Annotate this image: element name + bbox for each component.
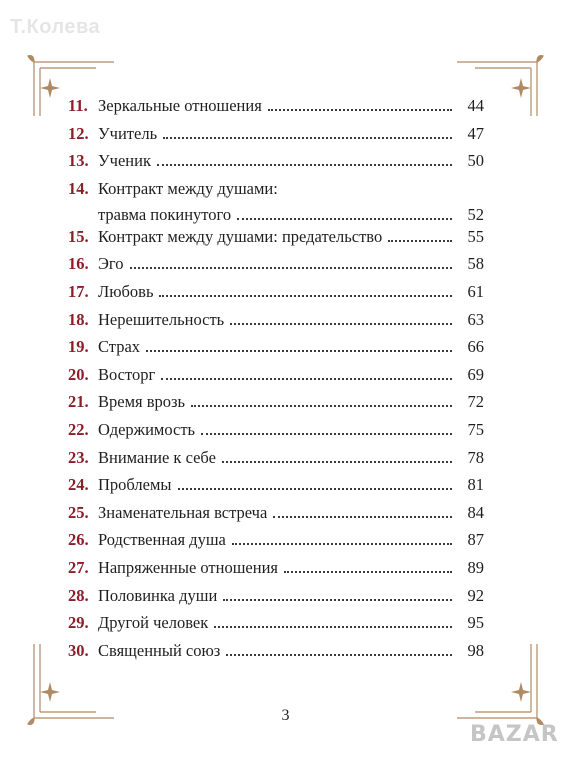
toc-entry-title: Внимание к себе xyxy=(98,447,216,467)
dot-leader xyxy=(178,487,453,490)
toc-entry-number: 19. xyxy=(68,337,89,357)
toc-entry-title: Половинка души xyxy=(98,585,218,605)
toc-entry-page: 75 xyxy=(467,419,484,439)
toc-entry-number: 16. xyxy=(68,254,89,274)
toc-entry-number: 23. xyxy=(68,447,89,467)
toc-entry-number: 11. xyxy=(68,96,88,115)
table-of-contents xyxy=(68,96,484,668)
toc-entry-page: 44 xyxy=(467,96,484,115)
toc-entry-title: Учитель xyxy=(98,123,158,143)
toc-entry-page: 89 xyxy=(467,557,484,577)
toc-entry[interactable] xyxy=(68,365,484,393)
toc-entry-title: Контракт между душами: предательство xyxy=(98,226,383,246)
toc-entry-title: Страх xyxy=(98,337,141,357)
toc-entry-page: 78 xyxy=(467,447,484,467)
toc-entry-number: 22. xyxy=(68,419,89,439)
toc-entry[interactable] xyxy=(68,310,484,338)
toc-entry-number: 13. xyxy=(68,151,89,171)
dot-leader xyxy=(161,377,452,380)
watermark-text: Т.Колева xyxy=(10,16,101,38)
toc-entry-number: 25. xyxy=(68,502,89,522)
dot-leader xyxy=(159,294,452,297)
dot-leader xyxy=(226,653,452,656)
dot-leader xyxy=(230,322,452,325)
toc-entry[interactable] xyxy=(68,586,484,614)
toc-entry-number: 28. xyxy=(68,585,89,605)
toc-entry-number: 21. xyxy=(68,392,89,412)
toc-entry-number: 15. xyxy=(68,226,89,246)
toc-entry-number: 30. xyxy=(68,640,89,660)
toc-entry-title: Зеркальные отношения xyxy=(98,96,262,115)
toc-entry-title: Родственная душа xyxy=(98,530,226,550)
dot-leader xyxy=(223,598,452,601)
toc-entry-title: Время врозь xyxy=(98,392,186,412)
toc-entry-page: 87 xyxy=(467,530,484,550)
toc-entry-title-continued: травма покинутого xyxy=(98,204,232,224)
dot-leader xyxy=(191,404,452,407)
toc-entry-title: Знаменательная встреча xyxy=(98,502,268,522)
toc-entry[interactable] xyxy=(68,151,484,179)
dot-leader xyxy=(268,108,452,111)
toc-entry-page: 81 xyxy=(467,475,484,495)
toc-entry-title: Любовь xyxy=(98,281,154,301)
toc-entry[interactable] xyxy=(68,392,484,420)
toc-entry-title: Ученик xyxy=(98,151,151,171)
toc-entry-title: Восторг xyxy=(98,364,156,384)
toc-entry[interactable] xyxy=(68,558,484,586)
toc-entry-number: 14. xyxy=(68,178,89,198)
dot-leader xyxy=(237,217,452,220)
toc-entry-number: 18. xyxy=(68,309,89,329)
toc-entry[interactable] xyxy=(68,227,484,255)
toc-entry-title: Напряженные отношения xyxy=(98,557,278,577)
dot-leader xyxy=(232,542,452,545)
toc-entry-title: Одержимость xyxy=(98,419,196,439)
toc-entry[interactable] xyxy=(68,475,484,503)
dot-leader xyxy=(388,239,452,242)
toc-entry[interactable] xyxy=(68,530,484,558)
toc-entry[interactable] xyxy=(68,96,484,124)
toc-entry-page: 95 xyxy=(467,613,484,633)
toc-entry-page: 72 xyxy=(467,392,484,412)
dot-leader xyxy=(130,266,453,269)
toc-entry[interactable] xyxy=(68,254,484,282)
toc-entry-number: 24. xyxy=(68,475,89,495)
dot-leader xyxy=(284,570,452,573)
toc-entry-page: 52 xyxy=(467,204,484,224)
toc-entry-page: 69 xyxy=(467,364,484,384)
toc-entry-title: Нерешительность xyxy=(98,309,225,329)
dot-leader xyxy=(163,136,452,139)
toc-entry[interactable] xyxy=(68,337,484,365)
toc-entry-title: Другой человек xyxy=(98,613,209,633)
toc-entry[interactable] xyxy=(68,613,484,641)
dot-leader xyxy=(222,460,452,463)
dot-leader xyxy=(146,349,452,352)
toc-entry[interactable] xyxy=(68,420,484,448)
toc-entry[interactable] xyxy=(68,503,484,531)
toc-entry[interactable] xyxy=(68,448,484,476)
toc-entry-title: Эго xyxy=(98,254,124,274)
page-number: 3 xyxy=(281,707,290,724)
toc-entry-page: 58 xyxy=(467,254,484,274)
toc-entry-title: Священный союз xyxy=(98,640,221,660)
toc-entry[interactable] xyxy=(68,282,484,310)
toc-entry-page: 55 xyxy=(467,226,484,246)
toc-entry-title: Проблемы xyxy=(98,475,172,495)
toc-entry-page: 47 xyxy=(467,123,484,143)
toc-entry-number: 20. xyxy=(68,364,89,384)
toc-entry-number: 17. xyxy=(68,281,89,301)
toc-entry-number: 29. xyxy=(68,613,89,633)
toc-entry-page: 50 xyxy=(467,151,484,171)
toc-entry[interactable] xyxy=(68,179,484,227)
toc-entry-number: 27. xyxy=(68,557,89,577)
toc-entry[interactable] xyxy=(68,124,484,152)
dot-leader xyxy=(157,163,452,166)
bazar-logo: BAZAR xyxy=(470,722,559,747)
toc-entry-page: 98 xyxy=(467,640,484,660)
toc-entry-page: 92 xyxy=(467,585,484,605)
toc-entry[interactable] xyxy=(68,641,484,669)
toc-entry-title: Контракт между душами: xyxy=(98,178,278,198)
dot-leader xyxy=(273,515,452,518)
toc-entry-page: 84 xyxy=(467,502,484,522)
toc-entry-page: 63 xyxy=(467,309,484,329)
dot-leader xyxy=(201,432,452,435)
toc-entry-page: 61 xyxy=(467,281,484,301)
toc-entry-number: 12. xyxy=(68,123,89,143)
toc-entry-page: 66 xyxy=(467,337,484,357)
dot-leader xyxy=(214,625,452,628)
toc-entry-number: 26. xyxy=(68,530,89,550)
